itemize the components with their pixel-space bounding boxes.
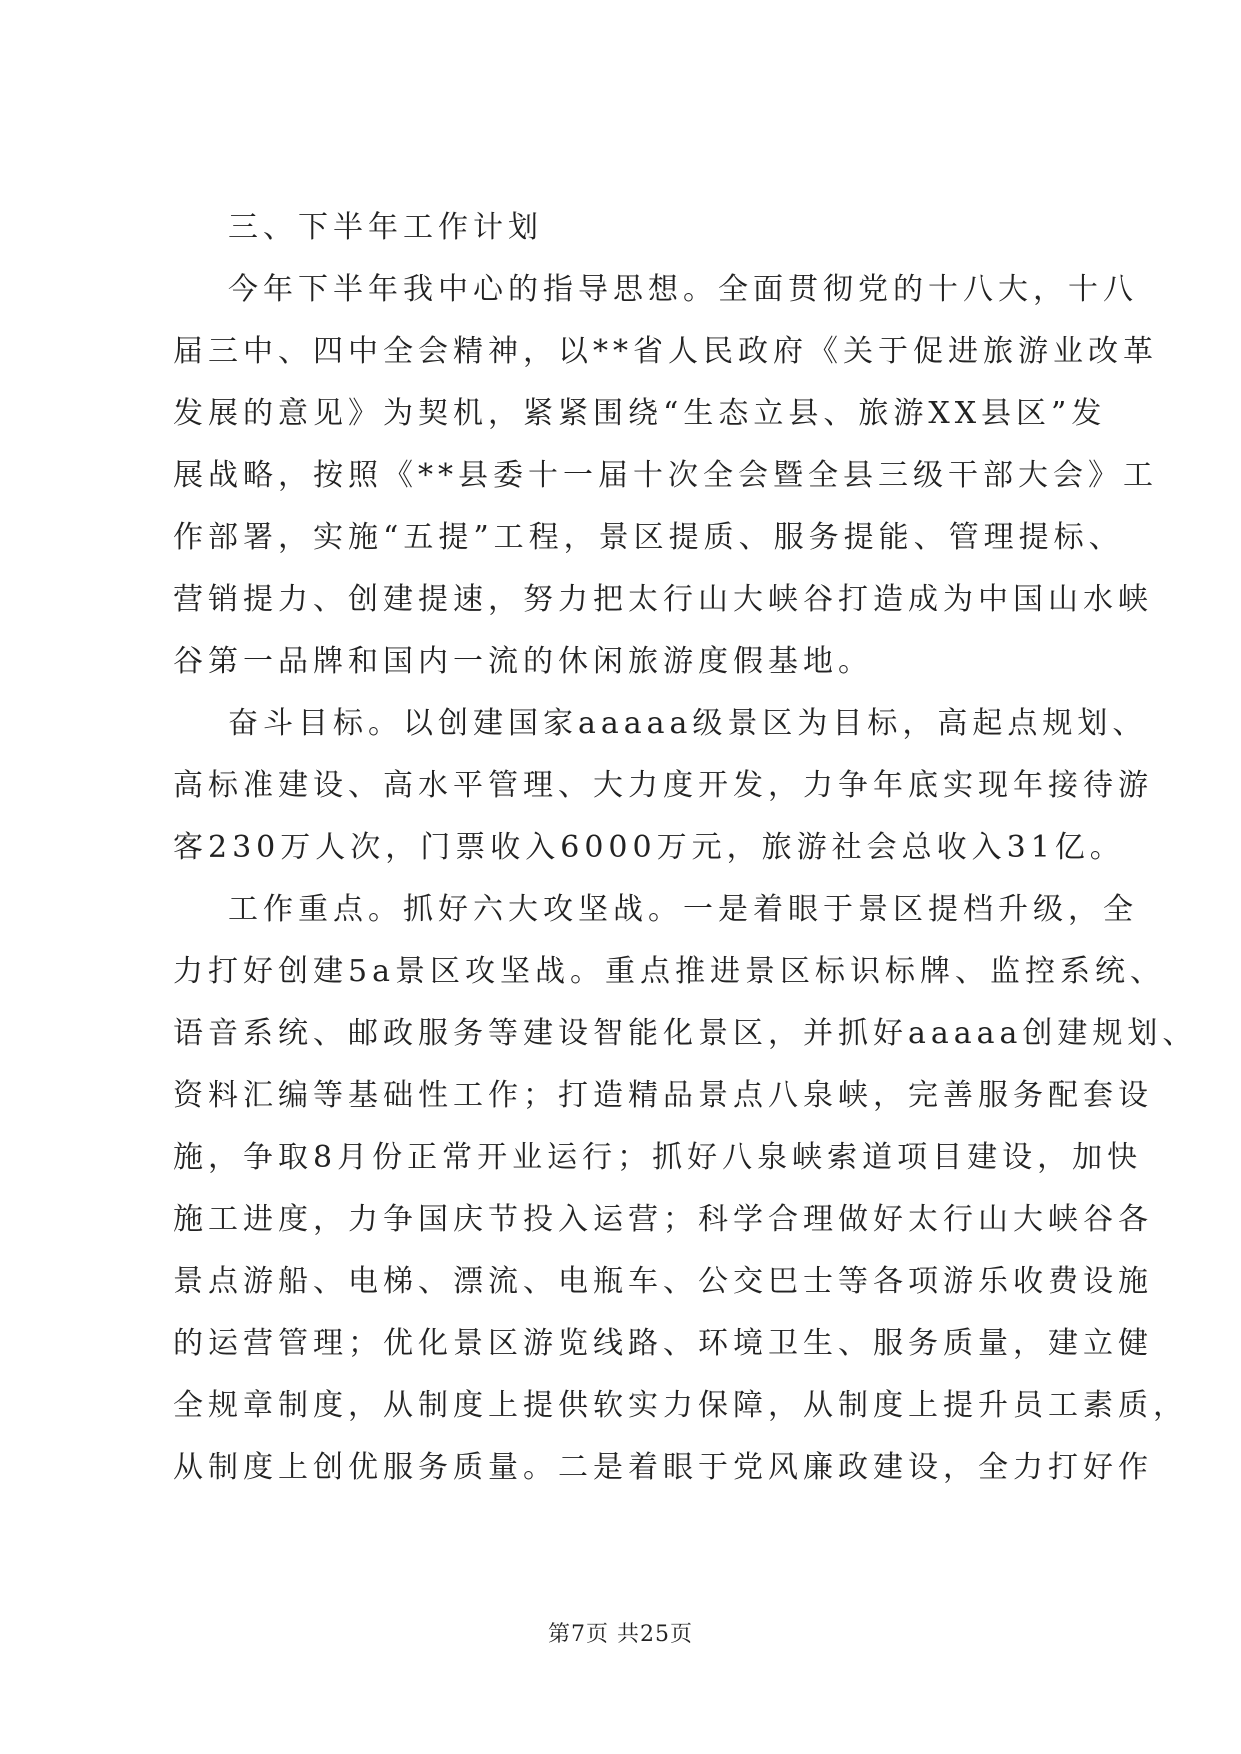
paragraph-line: 施，争取8月份正常开业运行；抓好八泉峡索道项目建设，加快 — [173, 1140, 1143, 1175]
page-footer: 第7页 共25页 — [548, 1622, 693, 1647]
paragraph-line: 语音系统、邮政服务等建设智能化景区，并抓好aaaaa创建规划、 — [173, 1016, 1198, 1051]
paragraph-line: 奋斗目标。以创建国家aaaaa级景区为目标，高起点规划、 — [228, 706, 1148, 741]
paragraph-line: 资料汇编等基础性工作；打造精品景点八泉峡，完善服务配套设 — [173, 1078, 1153, 1113]
paragraph-line: 谷第一品牌和国内一流的休闲旅游度假基地。 — [173, 644, 873, 679]
paragraph-line: 工作重点。抓好六大攻坚战。一是着眼于景区提档升级，全 — [228, 892, 1138, 927]
paragraph-line: 的运营管理；优化景区游览线路、环境卫生、服务质量，建立健 — [173, 1326, 1153, 1361]
paragraph-line: 营销提力、创建提速，努力把太行山大峡谷打造成为中国山水峡 — [173, 582, 1153, 617]
paragraph-line: 力打好创建5a景区攻坚战。重点推进景区标识标牌、监控系统、 — [173, 954, 1165, 989]
paragraph-line: 景点游船、电梯、漂流、电瓶车、公交巴士等各项游乐收费设施 — [173, 1264, 1153, 1299]
paragraph-line: 高标准建设、高水平管理、大力度开发，力争年底实现年接待游 — [173, 768, 1153, 803]
paragraph-line: 作部署，实施“五提”工程，景区提质、服务提能、管理提标、 — [173, 520, 1124, 555]
paragraph-line: 从制度上创优服务质量。二是着眼于党风廉政建设，全力打好作 — [173, 1450, 1153, 1485]
paragraph-line: 今年下半年我中心的指导思想。全面贯彻党的十八大，十八 — [228, 272, 1138, 307]
section-heading: 三、下半年工作计划 — [228, 210, 543, 245]
paragraph-line: 全规章制度，从制度上提供软实力保障，从制度上提升员工素质， — [173, 1388, 1188, 1423]
paragraph-line: 发展的意见》为契机，紧紧围绕“生态立县、旅游XX县区”发 — [173, 396, 1107, 431]
paragraph-line: 施工进度，力争国庆节投入运营；科学合理做好太行山大峡谷各 — [173, 1202, 1153, 1237]
paragraph-line: 客230万人次，门票收入6000万元，旅游社会总收入31亿。 — [173, 830, 1125, 865]
paragraph-line: 届三中、四中全会精神，以**省人民政府《关于促进旅游业改革 — [173, 334, 1158, 369]
paragraph-line: 展战略，按照《**县委十一届十次全会暨全县三级干部大会》工 — [173, 458, 1158, 493]
